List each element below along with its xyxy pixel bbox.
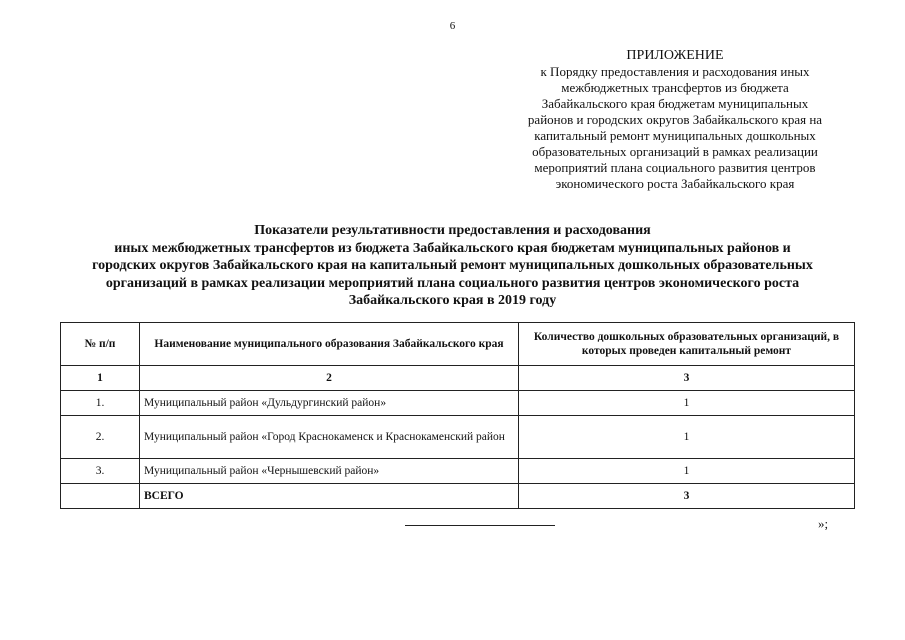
row-municipality: Муниципальный район «Чернышевский район» [140,459,519,484]
header-number: № п/п [61,323,140,366]
total-count: 3 [519,484,855,509]
row-number: 3. [61,459,140,484]
closing-quote-mark: »; [818,516,829,531]
appendix-line: к Порядку предоставления и расходования иных [540,64,810,79]
title-line: городских округов Забайкальского края на капитальный ремонт муниципальных дошкольных образовательных [92,258,813,273]
table-total-row [61,484,855,509]
appendix-line: Забайкальского края бюджетам муниципальных [541,96,809,111]
appendix-line: образовательных организаций в рамках реализации [532,144,818,159]
title-line: организаций в рамках реализации мероприятий плана социального развития центров экономического роста [105,275,800,291]
total-number [61,484,140,509]
row-number: 1. [61,391,140,416]
index-cell: 1 [61,366,140,391]
title-line: Показатели результативности предоставления и расходования [254,223,651,238]
row-number: 2. [61,416,140,459]
table-header-row [61,323,855,366]
row-municipality: Муниципальный район «Дульдургинский район» [140,391,519,416]
total-label: ВСЕГО [140,484,519,509]
row-municipality: Муниципальный район «Город Краснокаменск и Краснокаменский район [140,416,519,459]
appendix-line: экономического роста Забайкальского края [555,176,795,191]
indicators-table [60,322,855,509]
page-number: 6 [449,20,456,32]
table-index-row [61,366,855,391]
index-cell: 3 [519,366,855,391]
row-count: 1 [519,391,855,416]
appendix-line: мероприятий плана социального развития центров [534,160,816,175]
appendix-line: межбюджетных трансфертов из бюджета [561,80,789,95]
signature-line [405,525,555,526]
row-count: 1 [519,416,855,459]
appendix-line: капитальный ремонт муниципальных дошкольных [534,128,816,143]
appendix-line: районов и городских округов Забайкальского края на [527,112,823,127]
title-line: иных межбюджетных трансфертов из бюджета Забайкальского края бюджетам муниципальных районов и [114,240,791,256]
appendix-block [485,48,865,192]
table-row [61,391,855,416]
title-line: Забайкальского края в 2019 году [348,293,557,308]
table-row [61,459,855,484]
appendix-title: ПРИЛОЖЕНИЕ [626,48,724,63]
table-row [61,416,855,459]
index-cell: 2 [140,366,519,391]
header-count: Количество дошкольных образовательных организаций, в которых проведен капитальный ремонт [519,323,855,366]
document-title [40,222,865,310]
row-count: 1 [519,459,855,484]
header-municipality: Наименование муниципального образования Забайкальского края [140,323,519,366]
